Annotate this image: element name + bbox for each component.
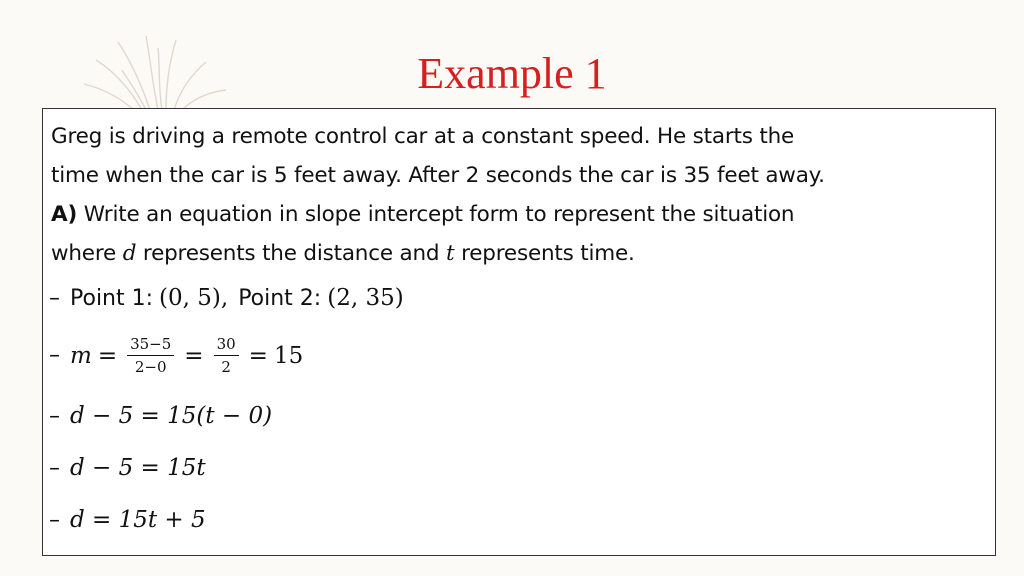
point2-value: (2, 35): [327, 285, 404, 311]
fraction-1-numerator: 35−5: [127, 335, 174, 356]
problem-statement: [51, 117, 997, 273]
slope-result: 15: [273, 342, 304, 369]
line4-post: represents time.: [461, 241, 635, 266]
step-points: [49, 285, 404, 311]
simplified-equation: d − 5 = 15t: [70, 455, 206, 481]
bullet-dash: –: [49, 455, 60, 481]
final-equation: d = 15t + 5: [70, 507, 206, 533]
point-slope-equation: d − 5 = 15(t − 0): [70, 403, 273, 429]
line4-pre: where: [51, 241, 117, 266]
content-box: [42, 108, 996, 556]
problem-line-2: time when the car is 5 feet away. After 2 seconds the car is 35 feet away.: [51, 163, 825, 188]
slide-title: Example 1: [417, 49, 607, 98]
fraction-1: [127, 335, 174, 376]
line4-mid: represents the distance and: [142, 241, 440, 266]
problem-line-3: [51, 195, 997, 234]
point2-label: Point 2:: [238, 285, 322, 311]
step-simplified: [49, 455, 206, 481]
point1-label: Point 1:: [70, 285, 154, 311]
fraction-2: [214, 335, 239, 376]
var-d: d: [122, 241, 137, 266]
point1-value: (0, 5),: [159, 285, 229, 311]
slope-var: m: [70, 342, 92, 369]
bullet-dash: –: [49, 343, 60, 368]
step-final: [49, 507, 206, 533]
var-t: t: [446, 241, 455, 266]
bullet-dash: –: [49, 403, 60, 429]
fraction-2-numerator: 30: [214, 335, 239, 356]
fraction-1-denominator: 2−0: [134, 358, 167, 376]
problem-line-1: Greg is driving a remote control car at a constant speed. He starts the: [51, 124, 795, 149]
step-slope: – m = $\frac{35-5}{2-0}$ = $\frac{30}{2}$ = 15: [49, 335, 304, 376]
bullet-dash: –: [49, 285, 60, 311]
part-text: Write an equation in slope intercept form to represent the situation: [83, 202, 795, 227]
part-label: A): [51, 202, 78, 227]
problem-line-4: [51, 234, 997, 273]
bullet-dash: –: [49, 507, 60, 533]
fraction-2-denominator: 2: [221, 358, 231, 376]
step-point-slope: [49, 403, 272, 429]
